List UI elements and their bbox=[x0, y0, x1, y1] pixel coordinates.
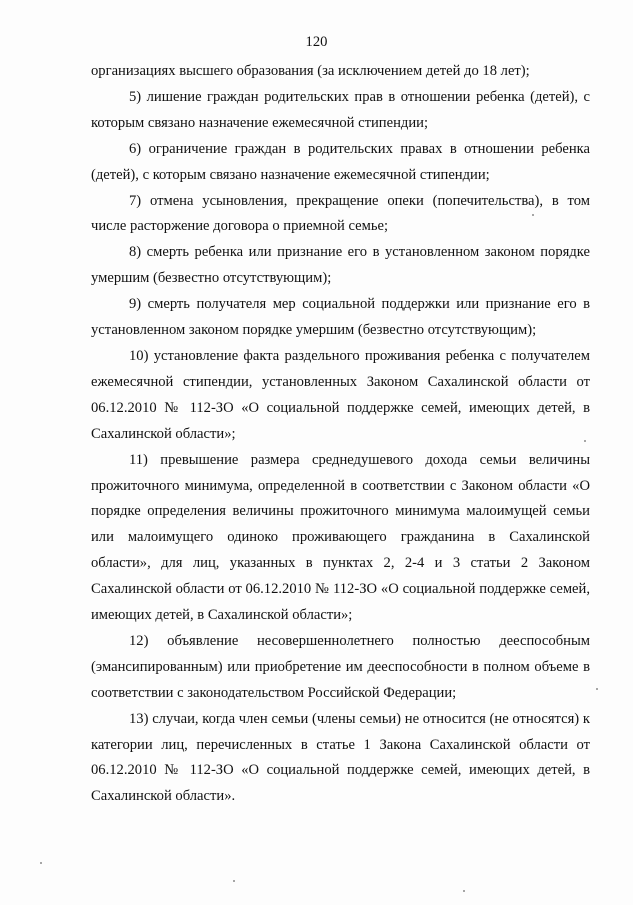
paragraph-item-9: 9) смерть получателя мер социальной поддержки или признание его в установленном законом порядке умершим (безвестно отсутствующим); bbox=[91, 296, 590, 339]
paragraph-item-6: 6) ограничение граждан в родительских правах в отношении ребенка (детей), с которым связано назначение ежемесячной стипендии; bbox=[91, 140, 590, 183]
scan-speck bbox=[233, 880, 235, 882]
scan-speck bbox=[584, 440, 586, 442]
paragraph-item-13: 13) случаи, когда член семьи (члены семьи) не относится (не относятся) к категории лиц, перечисленных в статье 1 Закона Сахалинской области от 06.12.2010 № 112-ЗО «О социальной поддержке семей, имеющих детей, в Сахалинской области». bbox=[91, 710, 590, 805]
paragraph-item-12: 12) объявление несовершеннолетнего полностью дееспособным (эмансипированным) или приобретение им дееспособности в полном объеме в соответствии с законодательством Российской Федерации; bbox=[91, 632, 590, 701]
paragraph-item-11: 11) превышение размера среднедушевого дохода семьи величины прожиточного минимума, определенной в соответствии с Законом области «О порядке определения величины прожиточного минимума малоимущей семьи или малоимущего одиноко проживающего гражданина в Сахалинской области», для лиц, указанных в пунктах 2, 2-4 и 3 статьи 2 Законом Сахалинской области от 06.12.2010 № 112-ЗО «О социальной поддержке семей, имеющих детей, в Сахалинской области»; bbox=[91, 451, 590, 624]
paragraph-item-8: 8) смерть ребенка или признание его в установленном законом порядке умершим (безвестно отсутствующим); bbox=[91, 244, 590, 287]
scan-speck bbox=[40, 862, 42, 864]
paragraph-continuation: организациях высшего образования (за исключением детей до 18 лет); bbox=[91, 63, 530, 79]
scan-speck bbox=[532, 214, 534, 216]
page-number: 120 bbox=[305, 34, 328, 50]
document-body bbox=[91, 59, 590, 810]
scan-speck bbox=[463, 890, 465, 892]
paragraph-item-7: 7) отмена усыновления, прекращение опеки (попечительства), в том числе расторжение договора о приемной семье; bbox=[91, 192, 590, 235]
scan-speck bbox=[596, 688, 598, 690]
paragraph-item-10: 10) установление факта раздельного проживания ребенка с получателем ежемесячной стипендии, установленных Законом Сахалинской области от 06.12.2010 № 112-ЗО «О социальной поддержке семей, имеющих детей, в Сахалинской области»; bbox=[91, 347, 590, 442]
paragraph-item-5: 5) лишение граждан родительских прав в отношении ребенка (детей), с которым связано назначение ежемесячной стипендии; bbox=[91, 88, 590, 131]
